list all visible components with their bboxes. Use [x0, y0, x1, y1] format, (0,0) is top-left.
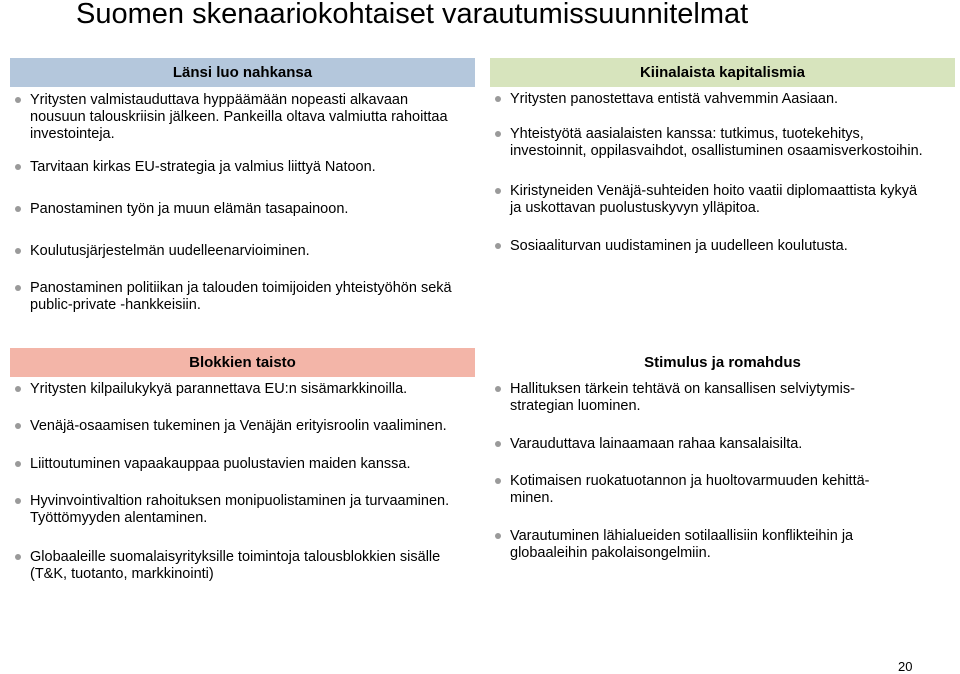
bullet-icon — [15, 206, 21, 212]
bullet-icon — [15, 285, 21, 291]
list-item: Yritysten kilpailukykyä parannettava EU:n sisämarkkinoilla. — [10, 381, 450, 398]
bullet-icon — [15, 461, 21, 467]
list-item: Yritysten valmistauduttava hyppäämään nopeasti alkavaan nousuun talouskriisin jälkeen. Pankeilla oltava valmiutta rahoittaa investointeja. — [10, 92, 455, 143]
list-item: Hallituksen tärkein tehtävä on kansallisen selviytymis-strategian luominen. — [490, 381, 910, 415]
list-item: Tarvitaan kirkas EU-strategia ja valmius liittyä Natoon. — [10, 159, 455, 176]
list-item: Kotimaisen ruokatuotannon ja huoltovarmuuden kehittä-minen. — [490, 473, 910, 507]
bullet-icon — [15, 498, 21, 504]
list-item: Panostaminen politiikan ja talouden toimijoiden yhteistyöhön sekä public-private -hankkeisiin. — [10, 280, 455, 314]
scenario-list — [10, 92, 455, 314]
list-item: Kiristyneiden Venäjä-suhteiden hoito vaatii diplomaattista kykyä ja uskottavan puolustuskyvyn ylläpitoa. — [490, 183, 930, 217]
list-item: Venäjä-osaamisen tukeminen ja Venäjän erityisroolin vaaliminen. — [10, 418, 450, 435]
scenario-stimulus-ja-romahdus — [490, 348, 955, 562]
page-title: Suomen skenaariokohtaiset varautumissuunnitelmat — [76, 0, 749, 30]
list-item: Globaaleille suomalaisyrityksille toimintoja talousblokkien sisälle (T&K, tuotanto, markkinointi) — [10, 549, 450, 583]
list-item: Panostaminen työn ja muun elämän tasapainoon. — [10, 201, 455, 218]
scenario-list — [10, 381, 450, 583]
scenario-heading: Länsi luo nahkansa — [10, 58, 475, 87]
scenario-blokkien-taisto — [10, 348, 475, 583]
list-item: Varautuminen lähialueiden sotilaallisiin konflikteihin ja globaaleihin pakolaisongelmiin. — [490, 528, 910, 562]
bullet-icon — [15, 248, 21, 254]
page-number: 20 — [898, 659, 913, 674]
bullet-icon — [15, 423, 21, 429]
scenario-heading: Stimulus ja romahdus — [490, 348, 955, 377]
scenario-lansi-luo-nahkansa — [10, 58, 475, 314]
list-item: Sosiaaliturvan uudistaminen ja uudelleen koulutusta. — [490, 238, 930, 255]
scenario-list — [490, 91, 930, 255]
list-item: Yhteistyötä aasialaisten kanssa: tutkimus, tuotekehitys, investoinnit, oppilasvaihdot, osallistuminen osaamisverkostoihin. — [490, 126, 930, 160]
bullet-icon — [15, 554, 21, 560]
list-item: Varauduttava lainaamaan rahaa kansalaisilta. — [490, 436, 910, 453]
scenario-heading: Blokkien taisto — [10, 348, 475, 377]
bullet-icon — [495, 533, 501, 539]
scenario-heading: Kiinalaista kapitalismia — [490, 58, 955, 87]
list-item: Hyvinvointivaltion rahoituksen monipuolistaminen ja turvaaminen. Työttömyyden alentaminen. — [10, 493, 450, 527]
bullet-icon — [15, 164, 21, 170]
bullet-icon — [495, 441, 501, 447]
bullet-icon — [495, 386, 501, 392]
bullet-icon — [15, 386, 21, 392]
scenario-kiinalaista-kapitalismia — [490, 58, 955, 255]
scenario-list — [490, 381, 910, 562]
list-item: Yritysten panostettava entistä vahvemmin Aasiaan. — [490, 91, 930, 108]
bullet-icon — [495, 478, 501, 484]
bullet-icon — [495, 131, 501, 137]
bullet-icon — [15, 97, 21, 103]
list-item: Koulutusjärjestelmän uudelleenarvioiminen. — [10, 243, 455, 260]
bullet-icon — [495, 188, 501, 194]
bullet-icon — [495, 243, 501, 249]
bullet-icon — [495, 96, 501, 102]
list-item: Liittoutuminen vapaakauppaa puolustavien maiden kanssa. — [10, 456, 450, 473]
